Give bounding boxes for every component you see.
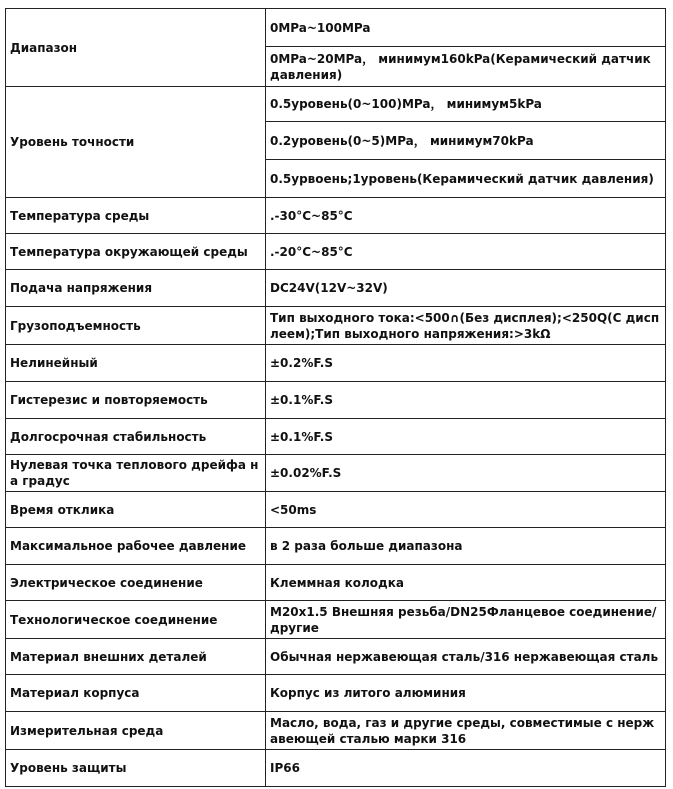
row-value: M20x1.5 Внешняя резьба/DN25Фланцевое соединение/другие — [270, 604, 657, 635]
row-value-cell — [266, 47, 666, 87]
row-value-cell — [266, 565, 666, 601]
row-value: 0.5уровень(0~100)MPa， минимум5kPa — [270, 97, 542, 111]
table-row — [6, 87, 666, 122]
row-label-cell — [6, 639, 266, 675]
row-label-cell — [6, 565, 266, 601]
row-value-cell — [266, 87, 666, 122]
row-value: 0.2уровень(0~5)MPa， минимум70kPa — [270, 133, 534, 148]
row-label-cell — [6, 712, 266, 750]
row-label-cell — [6, 382, 266, 419]
row-label: Нулевая точка теплового дрейфа на градус — [10, 458, 259, 488]
row-label: Технологическое соединение — [10, 612, 218, 627]
row-value: 0MPa~100MPa — [270, 20, 371, 35]
row-label-cell — [6, 345, 266, 382]
row-label: Долгосрочная стабильность — [10, 429, 207, 444]
row-label-cell — [6, 270, 266, 307]
row-value: IP66 — [270, 761, 300, 775]
row-value-cell — [266, 750, 666, 787]
row-label: Уровень точности — [10, 135, 135, 149]
row-value-cell — [266, 122, 666, 160]
row-value: ±0.1%F.S — [270, 393, 333, 407]
row-value: <50ms — [270, 502, 317, 517]
table-row — [6, 639, 666, 675]
row-label: Диапазон — [10, 40, 78, 55]
row-value-cell — [266, 234, 666, 270]
row-label: Грузоподъемность — [10, 318, 141, 333]
row-value-cell — [266, 639, 666, 675]
row-value: .-30°C~85°C — [270, 208, 353, 223]
row-value: DC24V(12V~32V) — [270, 281, 388, 295]
table-row — [6, 345, 666, 382]
row-value-cell — [266, 382, 666, 419]
row-label-cell — [6, 9, 266, 87]
row-value: 0MPa~20MPa， минимум160kPa(Керамический датчик давления) — [270, 51, 651, 82]
table-row — [6, 712, 666, 750]
table-row — [6, 270, 666, 307]
row-label-cell — [6, 455, 266, 492]
spec-table-body — [6, 9, 666, 787]
row-label-cell — [6, 307, 266, 345]
table-row — [6, 198, 666, 234]
table-row — [6, 307, 666, 345]
table-row — [6, 750, 666, 787]
row-label: Материал корпуса — [10, 686, 140, 700]
row-value-cell — [266, 455, 666, 492]
table-row — [6, 492, 666, 528]
row-value-cell — [266, 712, 666, 750]
row-value: Обычная нержавеющая сталь/316 нержавеющая сталь — [270, 649, 659, 664]
row-label-cell — [6, 528, 266, 565]
table-row — [6, 419, 666, 455]
row-label: Температура среды — [10, 208, 150, 223]
row-label: Гистерезис и повторяемость — [10, 393, 208, 407]
row-label-cell — [6, 750, 266, 787]
row-value-cell — [266, 198, 666, 234]
row-value-cell — [266, 601, 666, 639]
row-label: Материал внешних деталей — [10, 649, 207, 664]
row-label-cell — [6, 234, 266, 270]
row-label-cell — [6, 87, 266, 198]
spec-table — [5, 8, 666, 787]
row-value: ±0.2%F.S — [270, 356, 333, 370]
row-value-cell — [266, 419, 666, 455]
row-label: Подача напряжения — [10, 281, 153, 295]
row-value: 0.5урвоень;1уровень(Керамический датчик давления) — [270, 171, 654, 186]
table-row — [6, 675, 666, 712]
row-value-cell — [266, 528, 666, 565]
row-label: Время отклика — [10, 502, 115, 517]
row-label: Электрическое соединение — [10, 575, 203, 590]
table-row — [6, 565, 666, 601]
row-label: Нелинейный — [10, 356, 98, 370]
row-value: в 2 раза больше диапазона — [270, 539, 463, 553]
row-value-cell — [266, 9, 666, 47]
row-value: Клеммная колодка — [270, 575, 404, 590]
row-value-cell — [266, 345, 666, 382]
row-label-cell — [6, 492, 266, 528]
row-label-cell — [6, 198, 266, 234]
table-row — [6, 601, 666, 639]
row-value-cell — [266, 160, 666, 198]
row-value: Масло, вода, газ и другие среды, совместимые с нержавеющей сталью марки 316 — [270, 715, 655, 746]
row-value-cell — [266, 675, 666, 712]
table-row — [6, 234, 666, 270]
row-value: ±0.1%F.S — [270, 429, 333, 444]
row-value: .-20°C~85°C — [270, 244, 353, 259]
row-value: Корпус из литого алюминия — [270, 686, 466, 700]
row-label: Измерительная среда — [10, 723, 164, 738]
table-row — [6, 528, 666, 565]
table-row — [6, 382, 666, 419]
row-label-cell — [6, 419, 266, 455]
row-label: Уровень защиты — [10, 761, 127, 775]
row-label-cell — [6, 675, 266, 712]
row-value-cell — [266, 270, 666, 307]
row-label-cell — [6, 601, 266, 639]
table-row — [6, 455, 666, 492]
row-label: Температура окружающей среды — [10, 244, 248, 259]
row-value: Тип выходного тока:<500∩(Без дисплея);<250Q(С дисплеем);Тип выходного напряжения:>3kΩ — [270, 310, 660, 341]
table-row — [6, 9, 666, 47]
row-value-cell — [266, 492, 666, 528]
row-label: Максимальное рабочее давление — [10, 539, 246, 553]
row-value: ±0.02%F.S — [270, 466, 342, 480]
row-value-cell — [266, 307, 666, 345]
